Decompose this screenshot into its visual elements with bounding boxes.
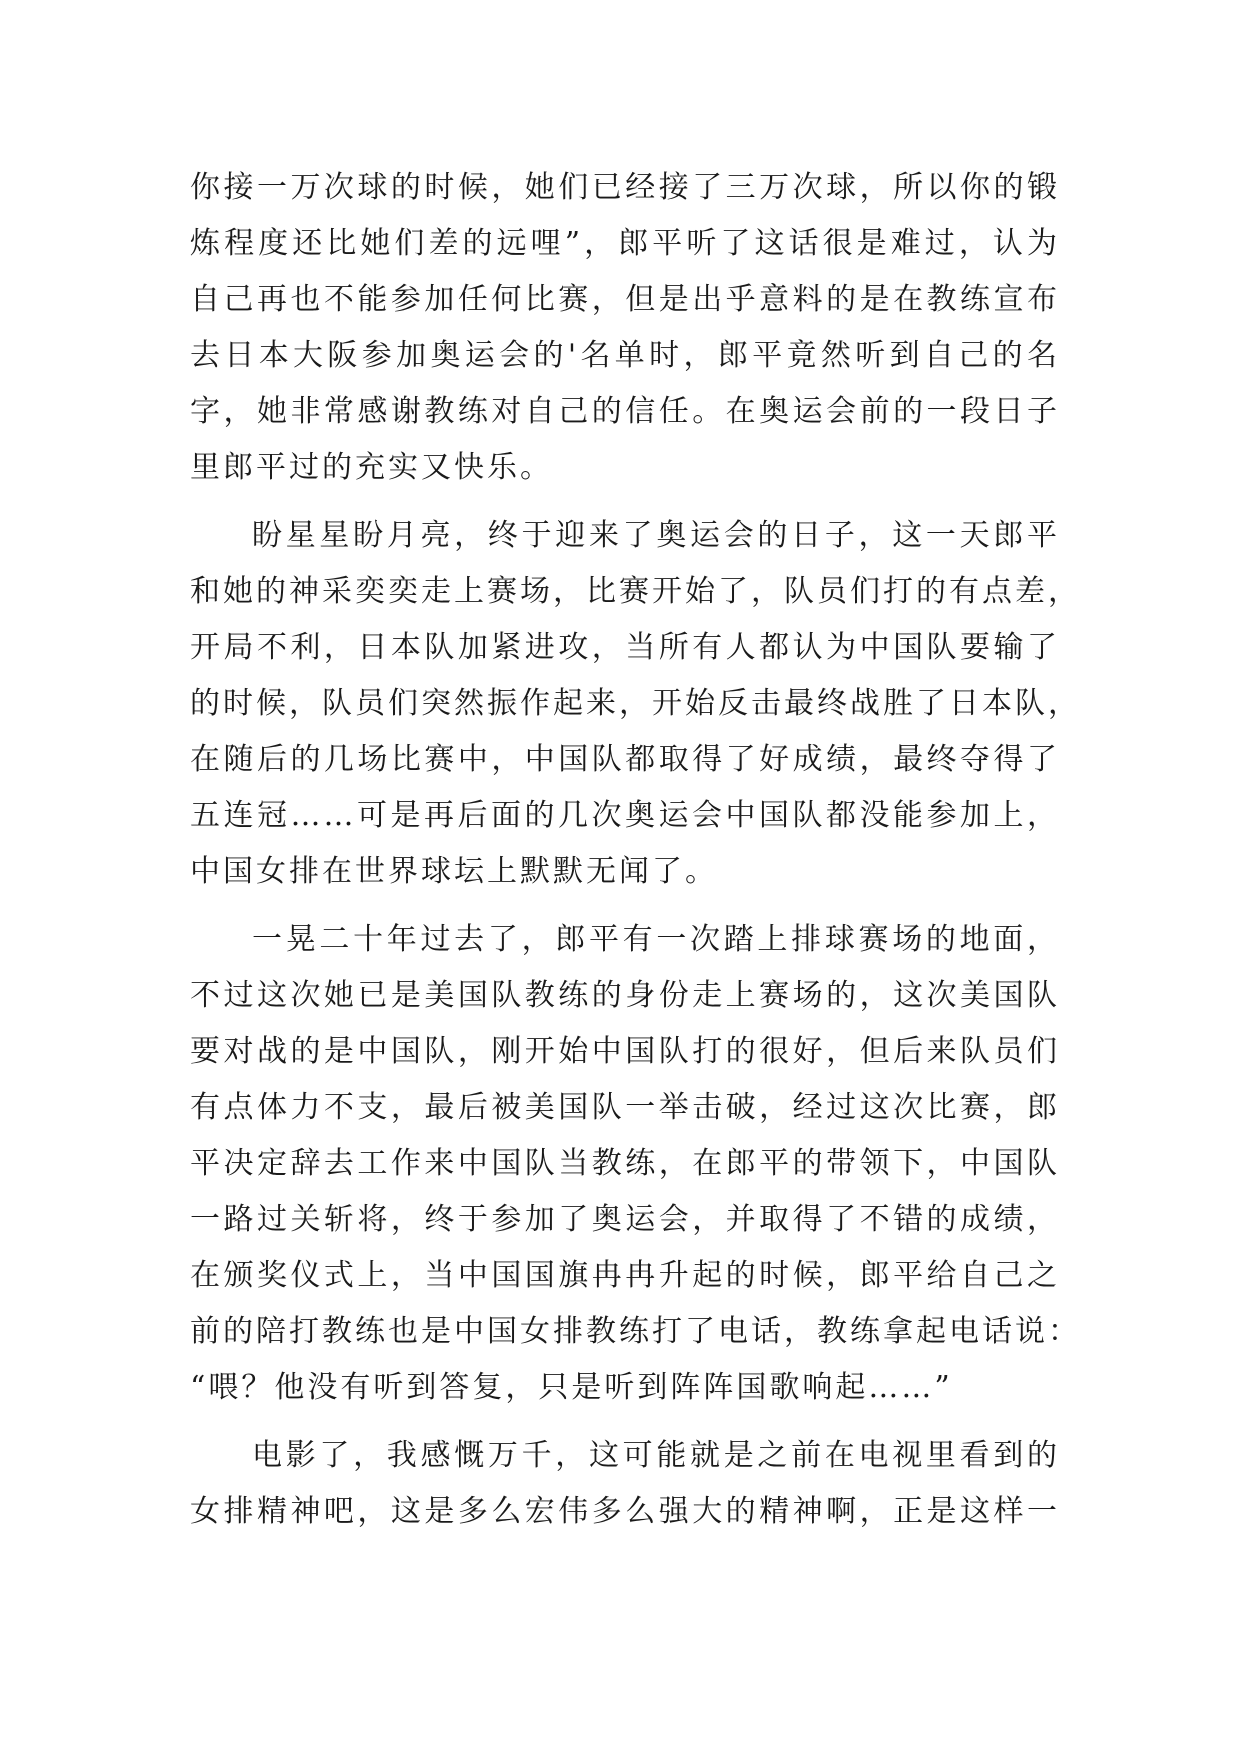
document-body: [190, 160, 1081, 1540]
text-line: 电影了，我感慨万千，这可能就是之前在电视里看到的: [252, 1438, 1060, 1473]
paragraph-spacer: [190, 1416, 1060, 1428]
text-line: 你接一万次球的时候，她们已经接了三万次球，所以你的锻: [190, 170, 1060, 205]
paragraph-2: [190, 508, 1081, 900]
text-line: 女排精神吧，这是多么宏伟多么强大的精神啊，正是这样一: [190, 1494, 1060, 1529]
text-line: 去日本大阪参加奥运会的'名单时，郎平竟然听到自己的名: [190, 338, 1060, 373]
text-line: 字，她非常感谢教练对自己的信任。在奥运会前的一段日子: [190, 394, 1060, 429]
text-line: 有点体力不支，最后被美国队一举击破，经过这次比赛，郎: [190, 1090, 1060, 1125]
text-line: 一路过关斩将，终于参加了奥运会，并取得了不错的成绩，: [190, 1202, 1060, 1237]
text-line: 的时候，队员们突然振作起来，开始反击最终战胜了日本队，: [190, 686, 1081, 721]
paragraph-spacer: [190, 496, 1060, 508]
text-line: 一晃二十年过去了，郎平有一次踏上排球赛场的地面，: [252, 922, 1060, 957]
paragraph-1: [190, 160, 1060, 496]
paragraph-3: [190, 912, 1081, 1416]
text-line: 在颁奖仪式上，当中国国旗冉冉升起的时候，郎平给自己之: [190, 1258, 1060, 1293]
text-line: 盼星星盼月亮，终于迎来了奥运会的日子，这一天郎平: [252, 518, 1060, 553]
text-line: 不过这次她已是美国队教练的身份走上赛场的，这次美国队: [190, 978, 1060, 1013]
text-line: 平决定辞去工作来中国队当教练，在郎平的带领下，中国队: [190, 1146, 1060, 1181]
text-line: 中国女排在世界球坛上默默无闻了。: [190, 854, 718, 889]
text-line: 里郎平过的充实又快乐。: [190, 450, 553, 485]
text-line: 五连冠……可是再后面的几次奥运会中国队都没能参加上，: [190, 798, 1060, 833]
text-line: 开局不利，日本队加紧进攻，当所有人都认为中国队要输了: [190, 630, 1060, 665]
text-line: 炼程度还比她们差的远哩”，郎平听了这话很是难过，认为: [190, 226, 1060, 261]
text-line: “喂？他没有听到答复，只是听到阵阵国歌响起……”: [190, 1370, 953, 1405]
paragraph-spacer: [190, 900, 1060, 912]
paragraph-4: [190, 1428, 1060, 1540]
text-line: 在随后的几场比赛中，中国队都取得了好成绩，最终夺得了: [190, 742, 1060, 777]
text-line: 要对战的是中国队，刚开始中国队打的很好，但后来队员们: [190, 1034, 1060, 1069]
text-line: 前的陪打教练也是中国女排教练打了电话，教练拿起电话说：: [190, 1314, 1081, 1349]
text-line: 和她的神采奕奕走上赛场，比赛开始了，队员们打的有点差，: [190, 574, 1081, 609]
text-line: 自己再也不能参加任何比赛，但是出乎意料的是在教练宣布: [190, 282, 1060, 317]
